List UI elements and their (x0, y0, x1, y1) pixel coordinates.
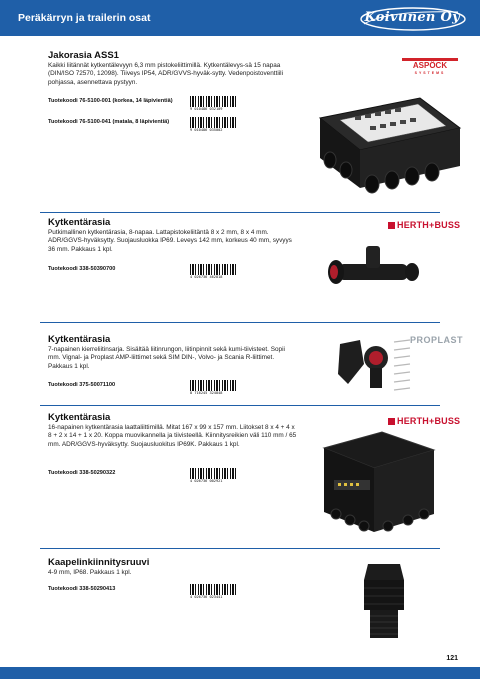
barcode-bars (190, 117, 238, 128)
barcode-digits: 4 026736 023441 (190, 595, 223, 599)
barcode-digits: 4 026736 462818 (190, 275, 223, 279)
proplast-logo: PROPLAST (410, 335, 464, 345)
herth-buss-square-icon (388, 418, 395, 425)
product-code: Tuotekoodi 338-50390700 (48, 266, 116, 272)
product-code: Tuotekoodi 76-5100-041 (matala, 8 läpivientiä) (48, 119, 170, 125)
product-title: Kytkentärasia (48, 334, 111, 345)
product-title: Jakorasia ASS1 (48, 50, 119, 61)
barcode-bars (190, 584, 238, 595)
barcode-bars (190, 380, 238, 391)
herth-buss-logo-text: HERTH+BUSS (397, 220, 461, 230)
barcode-digits: 9 010486 032109 (190, 107, 223, 111)
aspock-logo-subtext: SYSTEMS (414, 71, 446, 75)
section-divider (40, 405, 440, 406)
herth-buss-logo (388, 220, 460, 230)
product-description: 16-napainen kytkentärasia laattaliittimillä. Mitat 167 x 99 x 157 mm. Liitokset 8 x 4 + 4 x 8 + 2 x 14 + 1 x 20. Koppa muovikannella ja tiivisteellä. Kiinnitysreikien väli 110 mm / 65 mm. ADR/GGVS-hyväksytty. Suojausluokitus IP69K. Pakkaus 1 kpl. (48, 424, 297, 448)
tube-junction-box-image (318, 240, 428, 300)
product-code: Tuotekoodi 338-50290413 (48, 586, 116, 592)
section-divider (40, 212, 440, 213)
aspock-logo-text: ASPÖCK (412, 61, 448, 70)
page-header-title: Peräkärryn ja trailerin osat (18, 12, 151, 24)
herth-buss-square-icon (388, 222, 395, 229)
page-header (0, 0, 480, 36)
barcode-digits: 9 010486 035002 (190, 128, 223, 132)
barcode (190, 584, 238, 600)
section-divider (40, 322, 440, 323)
section-divider (40, 548, 440, 549)
product-description: 4-9 mm, IP68. Pakkaus 1 kpl. (48, 569, 132, 576)
product-description: Putkimallinen kytkentärasia, 8-napaa. Lattapistokeliitäntä 8 x 2 mm, 8 x 4 mm. ADR/GGVS-hyväksytty. Suojausluokka IP69. Leveys 142 mm, korkeus 40 mm, syvyys 36 mm. Pakkaus 1 kpl. (48, 229, 292, 253)
barcode-bars (190, 468, 238, 479)
barcode (190, 96, 238, 112)
product-title: Kytkentärasia (48, 217, 111, 228)
product-description: Kaikki liitännät kytkentälevyyn 6,3 mm pistokeliittimillä. Kytkentälevys-sä 15 napaa (DIN/ISO 72570, 12098). Tiiveys IP54, ADR/GVVS-hyväk-sytty. Vedenpoistoventtiili pohjassa, asennettava pystyyn. (48, 62, 284, 86)
herth-buss-logo-text: HERTH+BUSS (397, 416, 461, 426)
aspock-logo (402, 58, 458, 78)
barcode-digits: 4 026736 002921 (190, 479, 223, 483)
product-code: Tuotekoodi 338-50290322 (48, 470, 116, 476)
barcode (190, 117, 238, 133)
barcode (190, 380, 238, 396)
product-code: Tuotekoodi 375-50071100 (48, 382, 116, 388)
junction-box-image (300, 88, 470, 208)
page-footer-bar (0, 667, 480, 679)
product-title: Kytkentärasia (48, 412, 111, 423)
cable-gland-image (356, 560, 412, 644)
product-title: Kaapelinkiinnitysruuvi (48, 557, 150, 568)
connector-kit-image (334, 334, 414, 396)
barcode (190, 264, 238, 280)
barcode-digits: 8 716245 324848 (190, 391, 223, 395)
page-number: 121 (446, 655, 458, 662)
barcode-bars (190, 96, 238, 107)
barcode-bars (190, 264, 238, 275)
product-description: 7-napainen kierreliitinsarja. Sisältää liitinrungon, liitinpinnit sekä kumi-tiivisteet. Sopii mm. Vignal- ja Proplast AMP-liittimet sekä SIM DIN-, Volvo- ja Scania R-liittimet. Pakkaus 1 kpl. (48, 346, 285, 370)
box-junction-image (312, 428, 442, 540)
product-code: Tuotekoodi 76-5100-001 (korkea, 14 läpivientiä) (48, 98, 173, 104)
herth-buss-logo (388, 416, 460, 426)
koivunen-logo-text: Koivunen Oy (364, 10, 460, 25)
barcode (190, 468, 238, 484)
